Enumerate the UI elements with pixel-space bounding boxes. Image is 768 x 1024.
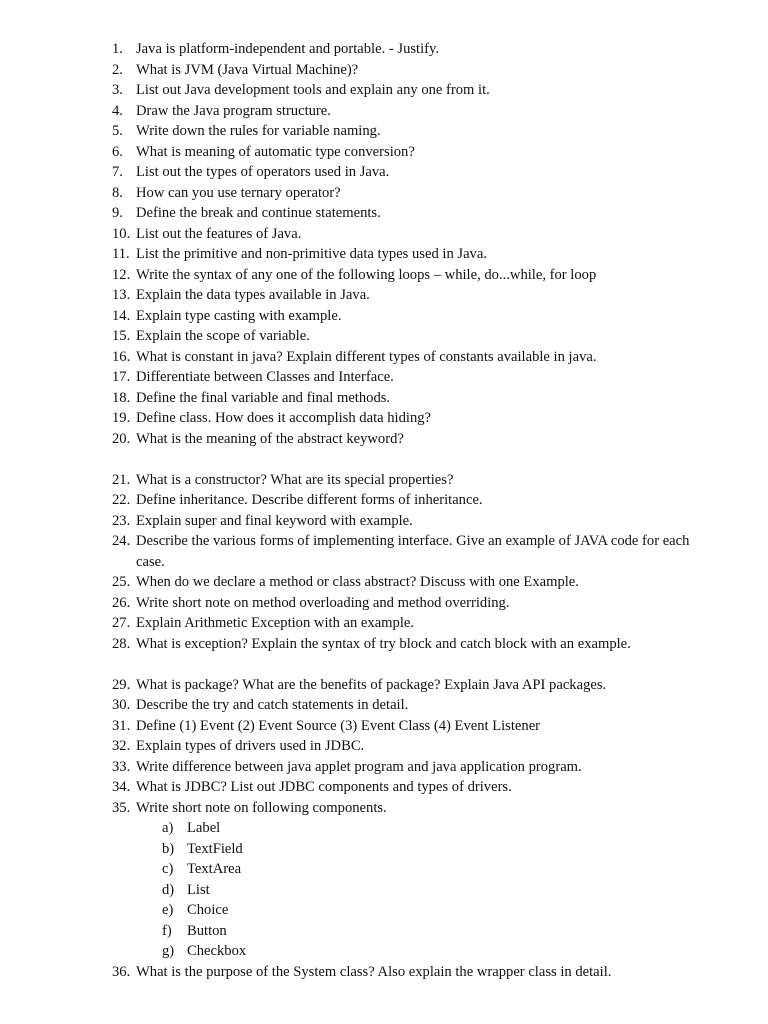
question-number: 35.: [112, 799, 131, 816]
sublist-letter: b): [162, 840, 175, 857]
question-text: List out the types of operators used in Java.: [136, 164, 390, 180]
question-number: 15.: [112, 328, 131, 344]
question-text: Explain super and final keyword with example.: [136, 512, 413, 529]
question-text: Differentiate between Classes and Interface.: [136, 369, 394, 385]
question-number: 14.: [112, 307, 131, 324]
question-number: 6.: [112, 143, 123, 160]
question-item: [0, 162, 714, 183]
question-text: Explain type casting with example.: [136, 307, 342, 324]
question-number: 25.: [112, 574, 131, 590]
question-text: Write short note on method overloading and method overriding.: [136, 594, 510, 611]
question-number: 8.: [112, 184, 123, 201]
sublist-text: Label: [187, 820, 221, 836]
question-item: [0, 777, 714, 798]
question-text: Define class. How does it accomplish data hiding?: [136, 410, 432, 426]
question-text: Define (1) Event (2) Event Source (3) Event Class (4) Event Listener: [136, 717, 541, 734]
question-text: List the primitive and non-primitive data types used in Java.: [136, 246, 487, 262]
question-number: 31.: [112, 717, 131, 734]
section-spacer: [0, 449, 768, 470]
question-item: [0, 101, 714, 122]
question-text: Define inheritance. Describe different forms of inheritance.: [136, 492, 483, 508]
question-item: [0, 572, 714, 593]
sublist-item: [0, 880, 768, 901]
question-item: [0, 347, 714, 368]
question-item: [0, 531, 714, 572]
question-item: [0, 962, 714, 983]
question-text: Describe the try and catch statements in detail.: [136, 697, 409, 713]
question-text: How can you use ternary operator?: [136, 184, 341, 201]
sublist-text: TextField: [187, 840, 243, 857]
question-number: 11.: [112, 246, 130, 262]
question-text: Explain types of drivers used in JDBC.: [136, 738, 365, 754]
question-item: [0, 367, 714, 388]
question-number: 21.: [112, 471, 131, 488]
sublist-text: Button: [187, 922, 227, 939]
question-number: 32.: [112, 738, 131, 754]
question-item: [0, 285, 714, 306]
question-text: Java is platform-independent and portable. - Justify.: [136, 41, 440, 57]
question-text: Define the final variable and final methods.: [136, 389, 391, 406]
question-number: 13.: [112, 287, 131, 303]
sublist-text: Choice: [187, 902, 229, 918]
question-item: [0, 736, 714, 757]
question-number: 27.: [112, 615, 131, 631]
question-item: [0, 429, 714, 450]
question-item: [0, 613, 714, 634]
question-number: 29.: [112, 676, 131, 693]
sublist-letter: a): [162, 820, 174, 836]
question-text: What is JDBC? List out JDBC components and types of drivers.: [136, 779, 512, 795]
sublist-item: [0, 941, 768, 962]
sublist-letter: d): [162, 881, 175, 898]
question-text: What is the meaning of the abstract keyword?: [136, 430, 404, 447]
sublist-text: Checkbox: [187, 943, 247, 959]
sublist-item: [0, 900, 768, 921]
question-item: [0, 60, 714, 81]
question-number: 23.: [112, 512, 131, 529]
question-number: 1.: [112, 41, 123, 57]
components-sublist: [0, 818, 768, 962]
question-item: [0, 675, 714, 696]
question-text: List out the features of Java.: [136, 225, 302, 242]
question-item: [0, 716, 714, 737]
question-text: What is constant in java? Explain different types of constants available in java.: [136, 348, 597, 365]
question-number: 4.: [112, 102, 123, 119]
question-text: Write short note on following components.: [136, 799, 387, 816]
question-text: What is JVM (Java Virtual Machine)?: [136, 61, 359, 78]
question-number: 10.: [112, 225, 131, 242]
question-number: 18.: [112, 389, 131, 406]
question-text: Write down the rules for variable naming.: [136, 123, 381, 139]
sublist-text: List: [187, 881, 210, 898]
question-item: [0, 511, 714, 532]
question-item: [0, 265, 714, 286]
question-text: Explain the scope of variable.: [136, 328, 310, 344]
question-item: [0, 326, 714, 347]
question-item: [0, 470, 714, 491]
question-text: What is package? What are the benefits of package? Explain Java API packages.: [136, 676, 607, 693]
question-number: 36.: [112, 963, 131, 980]
sublist-letter: e): [162, 902, 174, 918]
sublist-letter: f): [162, 922, 172, 939]
question-number: 5.: [112, 123, 123, 139]
question-number: 24.: [112, 533, 131, 549]
question-number: 20.: [112, 430, 131, 447]
question-item: [0, 224, 714, 245]
question-number: 17.: [112, 369, 131, 385]
question-text: Describe the various forms of implementing interface. Give an example of JAVA code for each case.: [136, 533, 690, 570]
question-number: 30.: [112, 697, 131, 713]
section-spacer: [0, 654, 768, 675]
question-item: [0, 408, 714, 429]
question-item: [0, 388, 714, 409]
question-number: 12.: [112, 266, 131, 283]
question-text: Define the break and continue statements.: [136, 205, 381, 221]
question-number: 26.: [112, 594, 131, 611]
question-item: [0, 634, 714, 655]
sublist-item: [0, 818, 768, 839]
sublist-letter: g): [162, 943, 175, 959]
question-number: 7.: [112, 164, 123, 180]
question-text: When do we declare a method or class abstract? Discuss with one Example.: [136, 574, 579, 590]
question-item: [0, 244, 714, 265]
question-item: [0, 490, 714, 511]
question-text: What is meaning of automatic type conversion?: [136, 143, 415, 160]
question-number: 3.: [112, 82, 123, 98]
question-item: [0, 695, 714, 716]
question-text: Write the syntax of any one of the following loops – while, do...while, for loop: [136, 266, 597, 283]
sublist-item: [0, 839, 768, 860]
question-item: [0, 203, 714, 224]
question-text: What is a constructor? What are its special properties?: [136, 471, 454, 488]
question-document: [0, 39, 768, 982]
question-number: 34.: [112, 779, 131, 795]
sublist-letter: c): [162, 861, 174, 877]
question-number: 2.: [112, 61, 123, 78]
question-item: [0, 593, 714, 614]
question-item: [0, 798, 714, 819]
question-text: Draw the Java program structure.: [136, 102, 331, 119]
question-text: What is the purpose of the System class? Also explain the wrapper class in detail.: [136, 963, 612, 980]
question-number: 33.: [112, 758, 131, 775]
sublist-item: [0, 921, 768, 942]
question-item: [0, 183, 714, 204]
question-text: What is exception? Explain the syntax of try block and catch block with an example.: [136, 635, 631, 652]
question-item: [0, 306, 714, 327]
question-number: 28.: [112, 635, 131, 652]
question-item: [0, 757, 714, 778]
sublist-item: [0, 859, 768, 880]
question-number: 16.: [112, 348, 131, 365]
sublist-text: TextArea: [187, 861, 242, 877]
question-item: [0, 39, 714, 60]
question-text: List out Java development tools and explain any one from it.: [136, 82, 490, 98]
question-number: 22.: [112, 492, 131, 508]
question-text: Explain the data types available in Java.: [136, 287, 370, 303]
question-item: [0, 80, 714, 101]
question-text: Write difference between java applet program and java application program.: [136, 758, 582, 775]
question-item: [0, 142, 714, 163]
question-number: 9.: [112, 205, 123, 221]
question-item: [0, 121, 714, 142]
question-text: Explain Arithmetic Exception with an example.: [136, 615, 415, 631]
question-number: 19.: [112, 410, 131, 426]
